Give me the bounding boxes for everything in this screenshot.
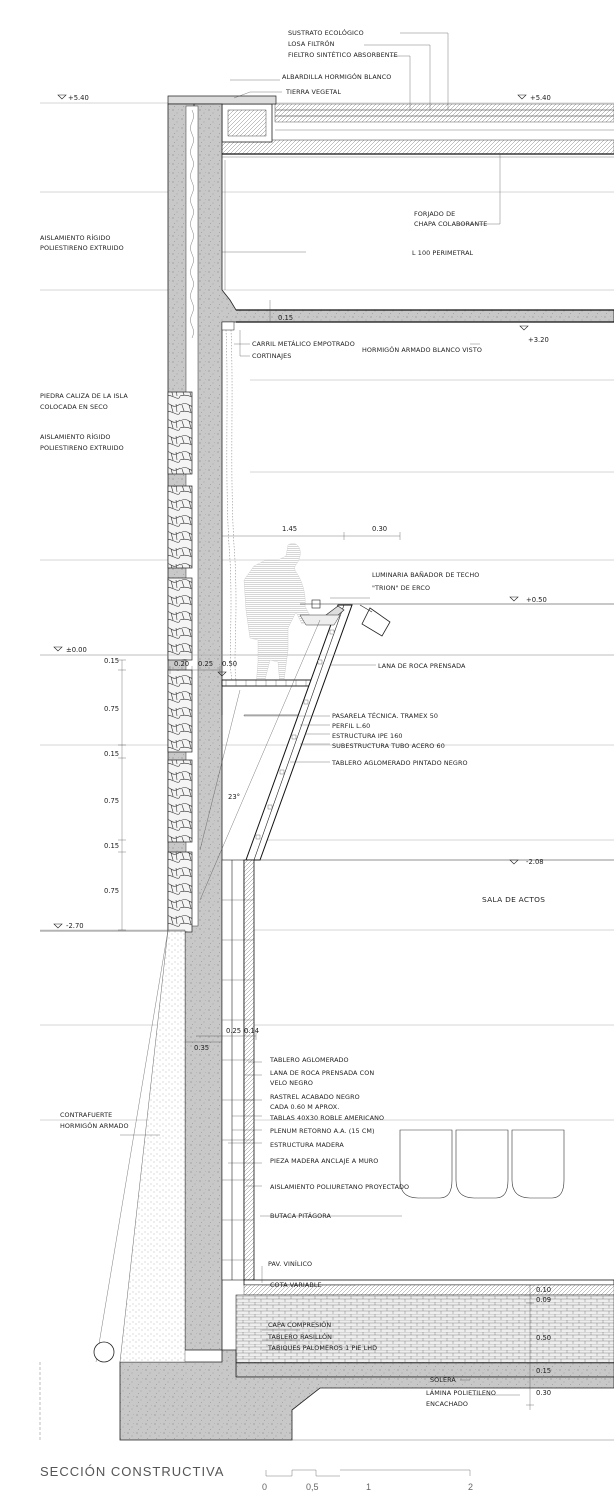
label-butaca: BUTACA PITÁGORA (270, 1212, 332, 1220)
label-tablero-negro: TABLERO AGLOMERADO PINTADO NEGRO (332, 759, 468, 767)
label-luminaria-1: LUMINARIA BAÑADOR DE TECHO (372, 571, 480, 579)
label-luminaria-2: "TRION" DE ERCO (372, 584, 431, 592)
label-fieltro: FIELTRO SINTÉTICO ABSORBENTE (288, 51, 398, 59)
label-cortinajes: CORTINAJES (252, 352, 292, 360)
label-aislamiento2-2: POLIESTIRENO EXTRUIDO (40, 444, 124, 452)
label-lamina-2: ENCACHADO (426, 1400, 469, 1408)
dim-right-1: 0.10 (536, 1286, 552, 1294)
roof-assembly (168, 96, 614, 157)
label-l100: L 100 PERIMETRAL (412, 249, 474, 257)
dim-left-2: 0.75 (104, 705, 120, 713)
label-piedra-1: PIEDRA CALIZA DE LA ISLA (40, 392, 128, 400)
level-lines (40, 103, 614, 1120)
scale-bar (266, 1470, 470, 1476)
dim-slab-015: 0.15 (278, 314, 294, 322)
label-tablas: TABLAS 40X30 ROBLE AMERICANO (270, 1114, 385, 1122)
level-base: -2.70 (66, 922, 84, 930)
label-sala: SALA DE ACTOS (482, 895, 546, 904)
dim-left-4: 0.75 (104, 797, 120, 805)
label-tierra: TIERRA VEGETAL (286, 88, 341, 96)
dim-left-3: 0.15 (104, 750, 120, 758)
label-subestructura: SUBESTRUCTURA TUBO ACERO 60 (332, 742, 445, 750)
label-tablero-aglomerado: TABLERO AGLOMERADO (270, 1056, 349, 1064)
dim-050: 0.50 (222, 660, 238, 668)
label-estructura-madera: ESTRUCTURA MADERA (270, 1141, 344, 1149)
level-stage: -2.08 (526, 858, 544, 866)
dim-025-bottom: 0.25 (226, 1027, 242, 1035)
scale-label-1: 1 (366, 1482, 372, 1492)
dim-right-2: 0.09 (536, 1296, 552, 1304)
label-cota: COTA VARIABLE (270, 1281, 322, 1289)
dim-035: 0.35 (194, 1044, 210, 1052)
label-pasarela: PASARELA TÉCNICA. TRAMEX 50 (332, 712, 439, 720)
label-hormigon-visto: HORMIGÓN ARMADO BLANCO VISTO (362, 346, 482, 354)
label-rastrel-1: RASTREL ACABADO NEGRO (270, 1093, 360, 1101)
scale-label-2: 2 (468, 1482, 474, 1492)
level-markers (40, 94, 614, 931)
dim-014: 0.14 (244, 1027, 260, 1035)
level-slab: +3.20 (528, 336, 549, 344)
label-piedra-2: COLOCADA EN SECO (40, 403, 108, 411)
dim-left-5: 0.15 (104, 842, 120, 850)
dim-right-5: 0.30 (536, 1389, 552, 1397)
annotation-labels (40, 28, 545, 1408)
label-forjado-2: CHAPA COLABORANTE (414, 220, 488, 228)
dim-025-top: 0.25 (198, 660, 214, 668)
dim-030: 0.30 (372, 525, 388, 533)
label-lana-roca: LANA DE ROCA PRENSADA (378, 662, 466, 670)
label-estructura-ipe: ESTRUCTURA IPE 160 (332, 732, 403, 740)
auditorium-seats (400, 1130, 564, 1198)
label-contrafuerte-1: CONTRAFUERTE (60, 1111, 113, 1119)
label-sustrato: SUSTRATO ECOLÓGICO (288, 29, 364, 37)
label-tablero-rasillon: TABLERO RASILLÓN (268, 1333, 333, 1341)
dim-left-6: 0.75 (104, 887, 120, 895)
label-forjado-1: FORJADO DE (414, 210, 456, 218)
dim-right-3: 0.50 (536, 1334, 552, 1342)
human-figure-silhouette (244, 543, 312, 686)
slab (225, 160, 614, 322)
drawing-title: SECCIÓN CONSTRUCTIVA (40, 1464, 225, 1479)
label-plenum: PLENUM RETORNO A.A. (15 CM) (270, 1127, 375, 1135)
label-lana-velo-1: LANA DE ROCA PRENSADA CON (270, 1069, 375, 1077)
label-pav: PAV. VINÍLICO (268, 1260, 313, 1268)
dim-right-4: 0.15 (536, 1367, 552, 1375)
level-top-left: +5.40 (68, 94, 89, 102)
title-block (40, 1464, 473, 1492)
label-pieza-madera: PIEZA MADERA ANCLAJE A MURO (270, 1157, 379, 1165)
level-ceiling: +0.50 (526, 596, 547, 604)
label-solera: SOLERA (430, 1376, 456, 1384)
label-losa: LOSA FILTRÓN (288, 40, 335, 48)
label-contrafuerte-2: HORMIGÓN ARMADO (60, 1122, 129, 1130)
curtain (222, 322, 236, 680)
level-zero: ±0.00 (66, 646, 87, 654)
dim-145: 1.45 (282, 525, 298, 533)
label-lana-velo-2: VELO NEGRO (270, 1079, 314, 1087)
label-tabiques: TABIQUES PALOMEROS 1 PIE LHD (268, 1344, 378, 1352)
dim-020: 0.20 (174, 660, 190, 668)
level-top-right: +5.40 (530, 94, 551, 102)
label-rastrel-2: CADA 0.60 M APROX. (270, 1103, 340, 1111)
dim-angle: 23° (228, 793, 241, 801)
label-lamina-1: LÁMINA POLIETILENO (426, 1389, 497, 1397)
label-aislamiento-poli: AISLAMIENTO POLIURETANO PROYECTADO (270, 1183, 410, 1191)
scale-label-05: 0,5 (306, 1482, 319, 1492)
label-albardilla: ALBARDILLA HORMIGÓN BLANCO (282, 73, 392, 81)
label-perfil: PERFIL L.60 (332, 722, 371, 730)
label-aislamiento-2: POLIESTIRENO EXTRUIDO (40, 244, 124, 252)
label-carril: CARRIL METÁLICO EMPOTRADO (252, 340, 355, 348)
label-capa: CAPA COMPRESIÓN (268, 1321, 332, 1329)
scale-label-0: 0 (262, 1482, 268, 1492)
label-aislamiento-1: AISLAMIENTO RÍGIDO (40, 234, 111, 242)
dim-left-1: 0.15 (104, 657, 120, 665)
label-aislamiento2-1: AISLAMIENTO RÍGIDO (40, 433, 111, 441)
